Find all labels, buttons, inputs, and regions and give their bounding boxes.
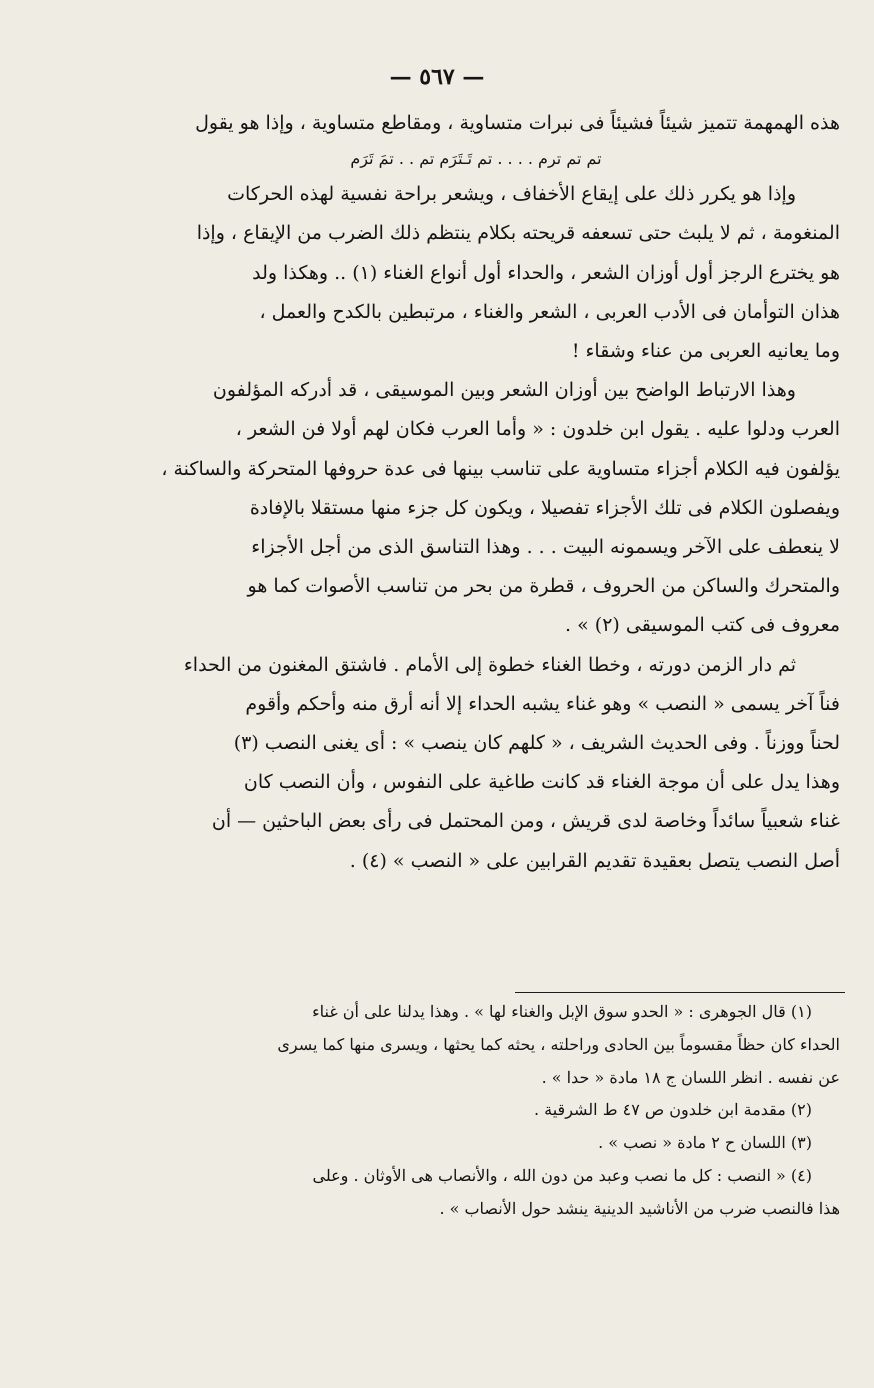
text-line: وما يعانيه العربى من عناء وشقاء ! (571, 340, 840, 363)
footnote-line: (٢) مقدمة ابن خلدون ص ٤٧ ط الشرقية . (533, 1100, 812, 1120)
text-line: وهذا يدل على أن موجة الغناء قد كانت طاغية على النفوس ، وأن النصب كان (243, 771, 840, 794)
text-line: ثم دار الزمن دورته ، وخطا الغناء خطوة إلى الأمام . فاشتق المغنون من الحداء (183, 653, 796, 676)
footnote-line: (٤) « النصب : كل ما نصب وعبد من دون الله ، والأنصاب هى الأوثان . وعلى (312, 1165, 812, 1185)
text-line: المنغومة ، ثم لا يلبث حتى تسعفه قريحته بكلام ينتظم ذلك الضرب من الإيقاع ، وإذا (196, 222, 840, 245)
footnote-line: هذا فالنصب ضرب من الأناشيد الدينية ينشد حول الأنصاب » . (439, 1198, 840, 1218)
text-line: فناً آخر يسمى « النصب » وهو غناء يشبه الحداء إلا أنه أرق منه وأحكم وأقوم (245, 692, 840, 715)
text-line: وإذا هو يكرر ذلك على إيقاع الأخفاف ، ويشعر براحة نفسية لهذه الحركات (227, 183, 796, 206)
page-number: — ٥٦٧ — (389, 64, 485, 90)
footnote-line: عن نفسه . انظر اللسان ج ١٨ مادة « حدا » . (541, 1067, 840, 1087)
text-line: هذان التوأمان فى الأدب العربى ، الشعر والغناء ، مرتبطين بالكدح والعمل ، (259, 300, 840, 323)
text-line: يؤلفون فيه الكلام أجزاء متساوية على تناسب بينها فى عدة حروفها المتحركة والساكنة ، (161, 457, 840, 480)
text-line: العرب ودلوا عليه . يقول ابن خلدون : « وأما العرب فكان لهم أولا فن الشعر ، (235, 418, 840, 441)
text-line: غناء شعبياً سائداً وخاصة لدى قريش ، ومن المحتمل فى رأى بعض الباحثين — أن (211, 810, 840, 833)
text-line: لحناً ووزناً . وفى الحديث الشريف ، « كلهم كان ينصب » : أى يغنى النصب (٣) (233, 732, 840, 755)
footnote-line: (١) قال الجوهرى : « الحدو سوق الإبل والغناء لها » . وهذا يدلنا على أن غناء (312, 1002, 812, 1021)
text-line: هو يخترع الرجز أول أوزان الشعر ، والحداء أول أنواع الغناء (١) .. وهكذا ولد (252, 261, 840, 284)
text-line: والمتحرك والساكن من الحروف ، قطرة من بحر من تناسب الأصوات كما هو (247, 575, 840, 598)
footnote-divider (515, 992, 845, 993)
chant-line: تم تم ترم . . . . تم تَـتَرَم تم . . تمَ تَرَم (350, 149, 602, 169)
text-line: معروف فى كتب الموسيقى (٢) » . (565, 614, 840, 637)
footnote-line: الحداء كان حظاً مقسوماً بين الحادى وراحلته ، يحثه كما يحثها ، ويسرى منها كما يسرى (277, 1034, 840, 1054)
main-text (112, 104, 840, 881)
footnotes (100, 996, 840, 1226)
text-line: أصل النصب يتصل بعقيدة تقديم القرابين على « النصب » (٤) . (349, 849, 840, 872)
text-line: لا ينعطف على الآخر ويسمونه البيت . . . وهذا التناسق الذى من أجل الأجزاء (251, 536, 840, 559)
text-line: هذه الهمهمة تتميز شيئاً فشيئاً فى نبرات متساوية ، ومقاطع متساوية ، وإذا هو يقول (195, 112, 840, 134)
text-line: ويفصلون الكلام فى تلك الأجزاء تفصيلا ، ويكون كل جزء منها مستقلا بالإفادة (249, 496, 840, 519)
text-line: وهذا الارتباط الواضح بين أوزان الشعر وبين الموسيقى ، قد أدركه المؤلفون (212, 379, 796, 402)
footnote-line: (٣) اللسان ح ٢ مادة « نصب » . (598, 1133, 812, 1153)
